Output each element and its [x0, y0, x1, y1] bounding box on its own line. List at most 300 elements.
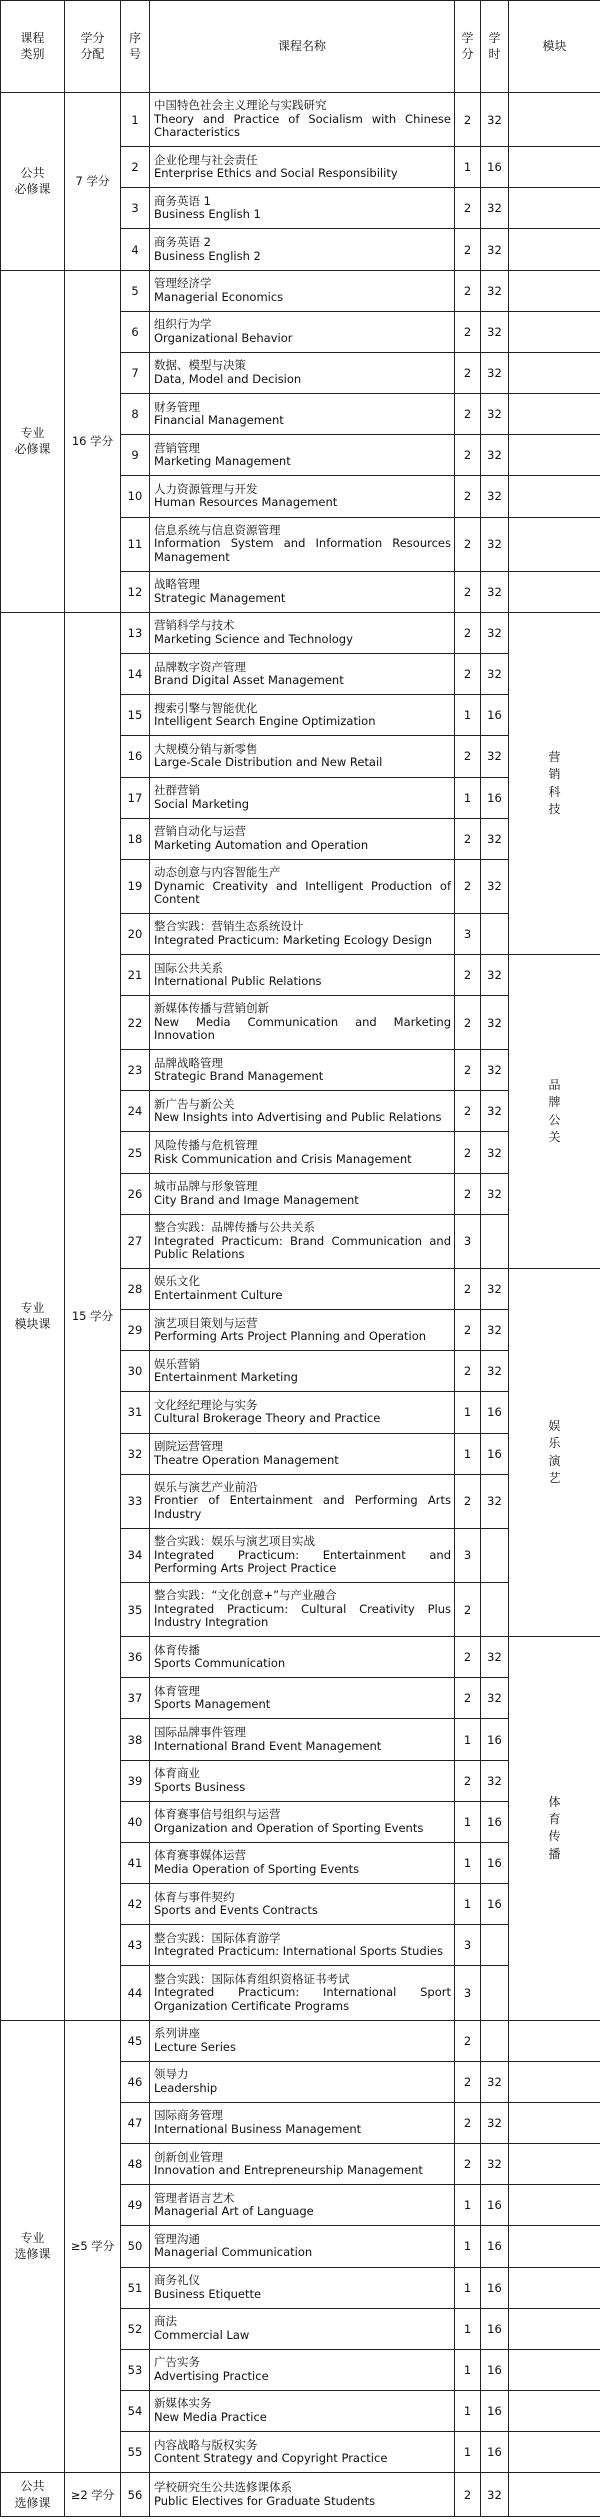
header-hours: 学 时: [481, 1, 509, 93]
module-cell-empty: [509, 571, 600, 612]
course-hours: 32: [481, 1637, 509, 1678]
course-name-cell: [150, 1173, 455, 1214]
course-name-zh: 系列讲座: [154, 2026, 200, 2041]
course-number: 10: [121, 476, 150, 517]
course-name-zh: 学校研究生公共选修课体系: [154, 2479, 292, 2494]
course-number: 13: [121, 612, 150, 653]
course-name-en: Entertainment Marketing: [154, 1370, 298, 1385]
course-hours: 16: [481, 695, 509, 736]
course-name-zh: 数据、模型与决策: [154, 358, 246, 373]
course-name-cell: [150, 311, 455, 352]
module-cell-empty: [509, 435, 600, 476]
course-credits: 1: [455, 1884, 481, 1925]
course-hours: 16: [481, 777, 509, 818]
course-name-en: Risk Communication and Crisis Management: [154, 1151, 412, 1166]
course-credits: 2: [455, 859, 481, 913]
course-hours: 32: [481, 1351, 509, 1392]
course-hours: 32: [481, 859, 509, 913]
course-credits: 2: [455, 1637, 481, 1678]
course-name-cell: [150, 229, 455, 270]
course-number: 38: [121, 1719, 150, 1760]
course-row: [1, 2020, 600, 2061]
course-number: 4: [121, 229, 150, 270]
course-name-cell: [150, 2144, 455, 2185]
course-credits: 3: [455, 913, 481, 954]
course-credits: 2: [455, 1760, 481, 1801]
course-hours: 16: [481, 2432, 509, 2473]
course-name-zh: 商法: [154, 2314, 177, 2329]
course-hours: 32: [481, 1050, 509, 1091]
course-name-en: Enterprise Ethics and Social Responsibility: [154, 166, 398, 181]
module-cell: [509, 955, 600, 1269]
course-name-zh: 动态创意与内容智能生产: [154, 865, 281, 880]
course-name-zh: 商务英语 1: [154, 193, 211, 208]
course-hours: 16: [481, 2390, 509, 2431]
course-name-en: Integrated Practicum: International Sport Organization Certificate Programs: [154, 1985, 451, 2013]
course-name-zh: 广告实务: [154, 2355, 200, 2370]
course-credits: 1: [455, 2226, 481, 2267]
course-credits: 2: [455, 270, 481, 311]
course-name-cell: [150, 1884, 455, 1925]
course-category-cell: 专业 必修课: [1, 270, 65, 612]
course-number: 11: [121, 517, 150, 571]
course-name-zh: 管理沟通: [154, 2231, 200, 2246]
course-name-cell: [150, 2390, 455, 2431]
module-cell-empty: [509, 394, 600, 435]
module-cell-empty: [509, 2020, 600, 2061]
course-name-cell: [150, 147, 455, 188]
module-name: 营销科技: [548, 749, 561, 816]
course-name-cell: [150, 1801, 455, 1842]
course-name-cell: [150, 352, 455, 393]
course-number: 26: [121, 1173, 150, 1214]
module-cell-empty: [509, 2349, 600, 2390]
course-credits: 2: [455, 394, 481, 435]
module-cell-empty: [509, 2061, 600, 2102]
course-hours: 32: [481, 476, 509, 517]
course-credits: 2: [455, 1268, 481, 1309]
course-credits: 1: [455, 1719, 481, 1760]
course-credits: 2: [455, 2144, 481, 2185]
course-credits: 2: [455, 1132, 481, 1173]
course-name-en: Advertising Practice: [154, 2368, 269, 2383]
course-number: 47: [121, 2102, 150, 2143]
course-name-en: Integrated Practicum: Cultural Creativity Plus Industry Integration: [154, 1601, 451, 1630]
course-number: 49: [121, 2185, 150, 2226]
course-name-en: Cultural Brokerage Theory and Practice: [154, 1411, 381, 1426]
course-credits: 2: [455, 1091, 481, 1132]
header-credits: 学 分: [455, 1, 481, 93]
course-number: 43: [121, 1925, 150, 1966]
course-category-cell: 公共 必修课: [1, 93, 65, 271]
course-credits: 2: [455, 229, 481, 270]
course-name-zh: 中国特色社会主义理论与实践研究: [154, 98, 327, 113]
course-name-zh: 体育管理: [154, 1683, 200, 1698]
course-credits: 1: [455, 1433, 481, 1474]
course-hours: 32: [481, 736, 509, 777]
course-hours: 32: [481, 571, 509, 612]
course-name-zh: 营销自动化与运营: [154, 824, 246, 839]
course-hours: 32: [481, 188, 509, 229]
course-name-zh: 城市品牌与形象管理: [154, 1179, 258, 1194]
course-hours: [481, 913, 509, 954]
course-category-cell: 公共 选修课: [1, 2473, 65, 2517]
course-hours: 16: [481, 2226, 509, 2267]
course-name-zh: 娱乐文化: [154, 1274, 200, 1289]
course-name-en: Integrated Practicum: Entertainment and Performing Arts Project Practice: [154, 1547, 451, 1576]
course-credits: 2: [455, 517, 481, 571]
module-cell-empty: [509, 2267, 600, 2308]
course-credits: 2: [455, 476, 481, 517]
module-cell-empty: [509, 93, 600, 147]
course-hours: 16: [481, 1392, 509, 1433]
course-hours: 32: [481, 818, 509, 859]
course-credits: 2: [455, 1678, 481, 1719]
course-name-zh: 国际品牌事件管理: [154, 1724, 246, 1739]
course-name-cell: [150, 955, 455, 996]
course-name-zh: 体育赛事信号组织与运营: [154, 1807, 281, 1822]
course-number: 16: [121, 736, 150, 777]
course-name-en: Public Electives for Graduate Students: [154, 2493, 376, 2508]
course-name-cell: [150, 1351, 455, 1392]
course-credits: 2: [455, 1474, 481, 1528]
course-hours: [481, 1528, 509, 1582]
course-hours: 32: [481, 1268, 509, 1309]
module-cell-empty: [509, 2432, 600, 2473]
course-hours: 32: [481, 1132, 509, 1173]
course-name-zh: 演艺项目策划与运营: [154, 1315, 258, 1330]
header-course-name: 课程名称: [150, 1, 455, 93]
header-sequence: 序 号: [121, 1, 150, 93]
course-number: 17: [121, 777, 150, 818]
course-name-en: Information System and Information Resources Management: [154, 536, 451, 564]
course-hours: [481, 2020, 509, 2061]
course-name-en: Commercial Law: [154, 2327, 250, 2342]
course-hours: 16: [481, 2185, 509, 2226]
course-name-zh: 战略管理: [154, 577, 200, 592]
course-name-zh: 财务管理: [154, 399, 200, 414]
course-name-en: Sports Communication: [154, 1656, 286, 1671]
header-category: 课程 类别: [1, 1, 65, 93]
course-name-cell: [150, 1583, 455, 1637]
course-credits: 1: [455, 2308, 481, 2349]
course-number: 7: [121, 352, 150, 393]
course-credits: 2: [455, 1351, 481, 1392]
module-cell: [509, 1268, 600, 1636]
course-name-zh: 整合实践：国际体育游学: [154, 1930, 281, 1945]
course-number: 21: [121, 955, 150, 996]
module-name: 体育传播: [548, 1794, 561, 1861]
course-hours: [481, 1925, 509, 1966]
module-cell-empty: [509, 147, 600, 188]
course-hours: 32: [481, 2473, 509, 2517]
course-name-cell: [150, 1214, 455, 1268]
course-name-zh: 体育与事件契约: [154, 1889, 235, 1904]
course-name-zh: 娱乐营销: [154, 1356, 200, 1371]
course-hours: 32: [481, 1310, 509, 1351]
course-hours: 32: [481, 311, 509, 352]
course-name-cell: [150, 2020, 455, 2061]
course-name-zh: 国际商务管理: [154, 2108, 223, 2123]
course-credits: 2: [455, 736, 481, 777]
course-name-en: New Insights into Advertising and Public Relations: [154, 1110, 442, 1125]
course-number: 28: [121, 1268, 150, 1309]
course-name-en: Sports and Events Contracts: [154, 1903, 318, 1918]
course-name-en: Managerial Communication: [154, 2245, 313, 2260]
course-name-cell: [150, 996, 455, 1050]
course-number: 33: [121, 1474, 150, 1528]
course-number: 52: [121, 2308, 150, 2349]
course-credits: 1: [455, 1801, 481, 1842]
course-hours: 16: [481, 2349, 509, 2390]
course-hours: 32: [481, 612, 509, 653]
course-hours: 16: [481, 147, 509, 188]
course-name-zh: 商务英语 2: [154, 234, 211, 249]
course-credits: 2: [455, 311, 481, 352]
course-credits: 2: [455, 1310, 481, 1351]
course-credits: 2: [455, 996, 481, 1050]
credit-allocation-cell: 15 学分: [65, 612, 121, 2020]
course-name-en: Marketing Science and Technology: [154, 631, 353, 646]
course-hours: 16: [481, 1801, 509, 1842]
course-name-zh: 组织行为学: [154, 317, 212, 332]
course-row: [1, 93, 600, 147]
course-number: 5: [121, 270, 150, 311]
course-name-cell: [150, 777, 455, 818]
course-number: 2: [121, 147, 150, 188]
course-name-cell: [150, 476, 455, 517]
course-name-en: Strategic Management: [154, 590, 286, 605]
course-number: 18: [121, 818, 150, 859]
course-number: 35: [121, 1583, 150, 1637]
course-credits: 2: [455, 1050, 481, 1091]
course-name-cell: [150, 93, 455, 147]
course-number: 50: [121, 2226, 150, 2267]
module-cell-empty: [509, 2185, 600, 2226]
course-number: 40: [121, 1801, 150, 1842]
course-number: 12: [121, 571, 150, 612]
course-number: 39: [121, 1760, 150, 1801]
module-name: 品牌公关: [548, 1077, 561, 1144]
course-name-en: Entertainment Culture: [154, 1287, 283, 1302]
course-name-cell: [150, 612, 455, 653]
course-name-en: Marketing Automation and Operation: [154, 837, 369, 852]
course-number: 31: [121, 1392, 150, 1433]
course-name-zh: 社群营销: [154, 783, 200, 798]
course-credits: 2: [455, 955, 481, 996]
course-hours: 16: [481, 1433, 509, 1474]
course-name-en: New Media Practice: [154, 2410, 267, 2425]
module-cell-empty: [509, 188, 600, 229]
module-cell-empty: [509, 2390, 600, 2431]
course-name-zh: 体育传播: [154, 1642, 200, 1657]
course-credits: 1: [455, 2185, 481, 2226]
course-number: 1: [121, 93, 150, 147]
course-number: 46: [121, 2061, 150, 2102]
course-number: 42: [121, 1884, 150, 1925]
course-name-cell: [150, 435, 455, 476]
course-hours: 32: [481, 1091, 509, 1132]
course-name-zh: 整合实践：“文化创意+”与产业融合: [154, 1588, 337, 1603]
course-number: 41: [121, 1842, 150, 1883]
header-row: [1, 1, 600, 93]
course-hours: 32: [481, 2144, 509, 2185]
course-name-en: Business Etiquette: [154, 2286, 262, 2301]
course-hours: 32: [481, 394, 509, 435]
course-name-cell: [150, 2102, 455, 2143]
course-number: 44: [121, 1966, 150, 2020]
course-name-en: Intelligent Search Engine Optimization: [154, 714, 376, 729]
course-hours: [481, 1214, 509, 1268]
course-name-cell: [150, 394, 455, 435]
course-name-zh: 整合实践：娱乐与演艺项目实战: [154, 1534, 315, 1549]
course-hours: 32: [481, 955, 509, 996]
course-name-en: Integrated Practicum: Marketing Ecology Design: [154, 933, 433, 948]
course-name-cell: [150, 1760, 455, 1801]
course-name-zh: 娱乐与演艺产业前沿: [154, 1479, 258, 1494]
course-table-body: [1, 93, 600, 2517]
course-number: 37: [121, 1678, 150, 1719]
course-name-en: Business English 2: [154, 248, 261, 263]
course-name-zh: 管理者语言艺术: [154, 2190, 235, 2205]
course-name-cell: [150, 654, 455, 695]
course-credits: 2: [455, 1173, 481, 1214]
course-credits: 2: [455, 1583, 481, 1637]
course-number: 30: [121, 1351, 150, 1392]
course-name-zh: 品牌战略管理: [154, 1055, 223, 1070]
course-hours: 16: [481, 1842, 509, 1883]
course-name-cell: [150, 2267, 455, 2308]
course-credits: 2: [455, 2102, 481, 2143]
course-name-zh: 整合实践：国际体育组织资格证书考试: [154, 1971, 350, 1986]
course-credits: 2: [455, 2473, 481, 2517]
course-name-en: Large-Scale Distribution and New Retail: [154, 755, 383, 770]
course-name-zh: 品牌数字资产管理: [154, 659, 246, 674]
course-hours: [481, 1583, 509, 1637]
course-name-en: Sports Management: [154, 1697, 271, 1712]
course-row: [1, 270, 600, 311]
course-name-zh: 创新创业管理: [154, 2149, 223, 2164]
course-name-zh: 整合实践：品牌传播与公共关系: [154, 1219, 315, 1234]
course-hours: 32: [481, 517, 509, 571]
module-cell: [509, 612, 600, 954]
course-name-zh: 新媒体实务: [154, 2396, 212, 2411]
course-number: 3: [121, 188, 150, 229]
course-credits: 2: [455, 93, 481, 147]
course-credits: 1: [455, 2267, 481, 2308]
course-name-cell: [150, 1842, 455, 1883]
course-name-en: Managerial Economics: [154, 289, 284, 304]
course-hours: 32: [481, 1678, 509, 1719]
module-cell-empty: [509, 270, 600, 311]
course-number: 8: [121, 394, 150, 435]
course-name-cell: [150, 2226, 455, 2267]
module-cell-empty: [509, 476, 600, 517]
course-number: 27: [121, 1214, 150, 1268]
course-name-en: Theatre Operation Management: [154, 1452, 339, 1467]
course-name-cell: [150, 859, 455, 913]
course-credits: 2: [455, 571, 481, 612]
course-number: 9: [121, 435, 150, 476]
course-hours: [481, 1966, 509, 2020]
course-number: 25: [121, 1132, 150, 1173]
module-cell-empty: [509, 311, 600, 352]
module-cell-empty: [509, 352, 600, 393]
course-name-zh: 整合实践：营销生态系统设计: [154, 919, 304, 934]
course-credits: 2: [455, 612, 481, 653]
course-name-cell: [150, 2185, 455, 2226]
course-category-cell: 专业 模块课: [1, 612, 65, 2020]
course-name-en: Social Marketing: [154, 796, 250, 811]
course-name-en: Lecture Series: [154, 2039, 236, 2054]
module-cell-empty: [509, 2102, 600, 2143]
header-module: 模块: [509, 1, 600, 93]
course-name-en: International Brand Event Management: [154, 1738, 382, 1753]
module-cell-empty: [509, 517, 600, 571]
course-name-en: Financial Management: [154, 413, 284, 428]
course-name-zh: 营销科学与技术: [154, 618, 235, 633]
course-name-cell: [150, 736, 455, 777]
course-credits: 2: [455, 818, 481, 859]
course-name-zh: 商务礼仪: [154, 2273, 200, 2288]
course-credits: 1: [455, 695, 481, 736]
course-name-cell: [150, 1091, 455, 1132]
course-hours: 16: [481, 2308, 509, 2349]
course-number: 24: [121, 1091, 150, 1132]
course-name-cell: [150, 1392, 455, 1433]
course-name-zh: 新广告与新公关: [154, 1096, 235, 1111]
course-hours: 32: [481, 2102, 509, 2143]
course-hours: 32: [481, 1173, 509, 1214]
course-number: 48: [121, 2144, 150, 2185]
course-number: 45: [121, 2020, 150, 2061]
course-number: 23: [121, 1050, 150, 1091]
course-name-zh: 新媒体传播与营销创新: [154, 1001, 269, 1016]
course-name-en: Innovation and Entrepreneurship Management: [154, 2163, 423, 2178]
course-credits: 2: [455, 352, 481, 393]
course-name-en: Performing Arts Project Planning and Operation: [154, 1329, 427, 1344]
course-name-cell: [150, 1966, 455, 2020]
course-number: 36: [121, 1637, 150, 1678]
course-credits: 2: [455, 188, 481, 229]
module-cell-empty: [509, 2308, 600, 2349]
course-name-en: City Brand and Image Management: [154, 1192, 359, 1207]
course-name-zh: 体育商业: [154, 1766, 200, 1781]
module-cell-empty: [509, 229, 600, 270]
course-name-cell: [150, 1719, 455, 1760]
module-cell-empty: [509, 2473, 600, 2517]
course-name-cell: [150, 1678, 455, 1719]
course-hours: 32: [481, 2061, 509, 2102]
credit-allocation-cell: 7 学分: [65, 93, 121, 271]
course-name-en: International Public Relations: [154, 974, 322, 989]
course-name-cell: [150, 2432, 455, 2473]
course-name-en: Managerial Art of Language: [154, 2204, 314, 2219]
course-credits: 1: [455, 1392, 481, 1433]
course-hours: 32: [481, 1760, 509, 1801]
course-number: 6: [121, 311, 150, 352]
course-name-zh: 搜索引擎与智能优化: [154, 700, 258, 715]
credit-allocation-cell: ≥2 学分: [65, 2473, 121, 2517]
course-name-cell: [150, 517, 455, 571]
course-name-cell: [150, 818, 455, 859]
course-name-cell: [150, 1528, 455, 1582]
course-name-cell: [150, 913, 455, 954]
course-row: [1, 612, 600, 653]
course-name-zh: 领导力: [154, 2067, 189, 2082]
credit-allocation-cell: ≥5 学分: [65, 2020, 121, 2473]
course-number: 19: [121, 859, 150, 913]
